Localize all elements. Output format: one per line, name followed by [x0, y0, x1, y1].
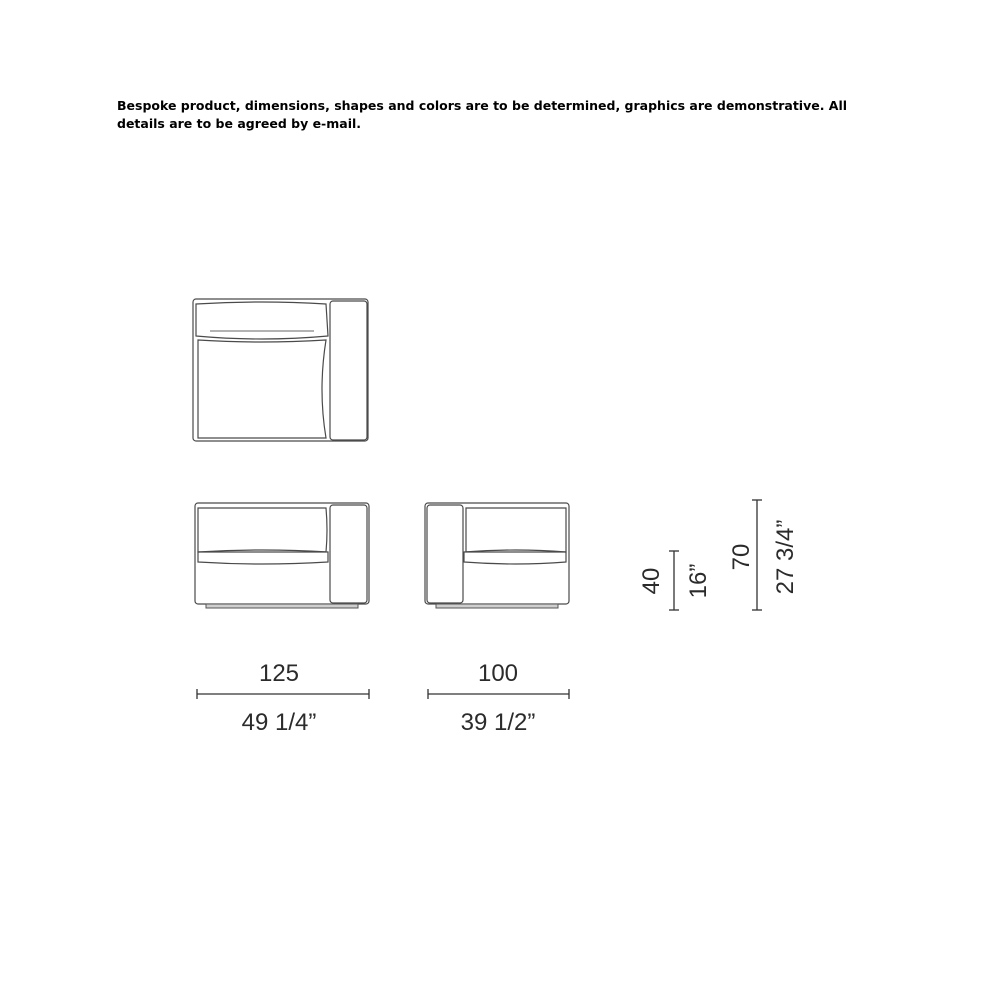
front-width-inch-label: 49 1/4” [241, 709, 317, 736]
total-height-cm-label: 70 [728, 543, 755, 571]
side-view-base [436, 604, 558, 608]
total-height-inch-label: 27 3/4” [772, 519, 799, 595]
front-view [195, 503, 369, 608]
front-view-outline [195, 503, 369, 604]
front-width-dimension [197, 660, 369, 736]
seat-height-dimension [638, 551, 712, 610]
side-view-armrest [427, 505, 463, 603]
front-view-armrest [330, 505, 367, 603]
top-view-seat-cushion [198, 340, 326, 438]
side-width-inch-label: 39 1/2” [460, 709, 536, 736]
front-view-base [206, 604, 358, 608]
front-width-cm-label: 125 [258, 660, 300, 687]
disclaimer-text: Bespoke product, dimensions, shapes and colors are to be determined, graphics are demonstrative. All details are to be agreed by e-mail. [117, 98, 848, 131]
side-view-outline [425, 503, 569, 604]
top-view-outline [193, 299, 368, 441]
side-width-cm-label: 100 [477, 660, 519, 687]
top-view-armrest [330, 301, 367, 440]
seat-height-inch-label: 16” [685, 563, 712, 599]
top-view [193, 299, 368, 441]
total-height-dimension [728, 500, 799, 610]
front-view-backrest [198, 508, 327, 552]
side-view-backrest [466, 508, 566, 552]
side-view [425, 503, 569, 608]
side-width-dimension [428, 660, 569, 736]
top-view-backrest [196, 302, 328, 339]
seat-height-cm-label: 40 [638, 567, 665, 595]
